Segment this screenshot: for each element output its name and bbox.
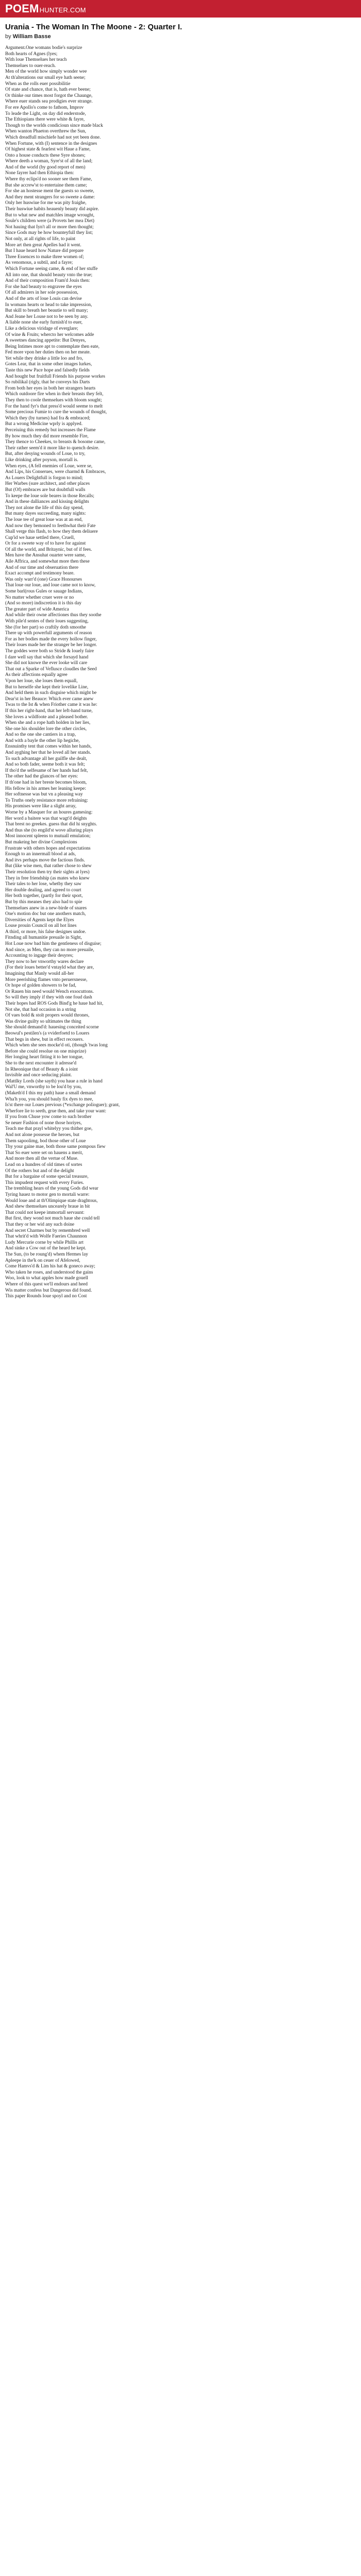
poem-line: Louse prouin Council on all hot lines: [5, 923, 77, 929]
poem-line: Her word a baitere was that wagt'd deights: [5, 816, 87, 821]
site-header-bar: [0, 0, 361, 18]
poem-line: Beowul's pestilen's (a vviderfoetd to Louers: [5, 1030, 90, 1036]
poem-line: (Maketh'd I this my path) haue a small demand: [5, 1090, 96, 1096]
poem-line: And Lips, his Conserues, were charmd & Embraces,: [5, 469, 106, 475]
poem-line: Aile Affrica, and somewhat more then these: [5, 559, 90, 565]
poem-line: Where euer stands sea prodigies ever strange.: [5, 99, 93, 105]
poem-line: She did not knowe the ever looke will care: [5, 660, 88, 666]
poem-line: To keepe the loue sole beares in those Recalls;: [5, 493, 94, 499]
poem-line: Them sapoolimg, bod those other of Loue: [5, 1138, 86, 1144]
poem-line: Men of the world how simply wonder wee: [5, 69, 87, 75]
poem-line: Not hauing that Iyn't all or more then thought;: [5, 224, 94, 230]
poem-line: With pile'd sentes of their loues suggesting,: [5, 619, 89, 624]
poem-line: Not she, that had occasion in a string: [5, 1007, 76, 1012]
poem-line: Wis matter confess but Dangerous did found.: [5, 1287, 92, 1293]
poem-line: Fed more vpon her duties then on her meate.: [5, 350, 91, 355]
poem-line: The loue tee of great loue was at an end,: [5, 517, 83, 522]
poem-line: That So euer were set on hauens a merit,: [5, 1150, 84, 1156]
poem-line: Which outdoore fire when in their breasts they felt,: [5, 392, 104, 397]
poem-line: That could not keepe immortall servaunt:: [5, 1210, 85, 1215]
poem-line: Wha'h you, you should bauly fix dyes to mee,: [5, 1096, 93, 1102]
poem-line: Before she could resolue on one misprize): [5, 1048, 86, 1054]
poem-line: His fellow in his armes her leaning keepe:: [5, 786, 86, 791]
poem-line: She should demand'd: hauesing conceited scorne: [5, 1025, 99, 1030]
poem-line: But many dayes succeeding, many nights:: [5, 511, 86, 517]
poem-line: When wanton Phaeton overthrew the Sun,: [5, 129, 86, 134]
poem-line: Apleepe in the'k on ceuer of Afelowed,: [5, 1258, 80, 1263]
poem-line: Is'st there our Loues previous (*exchange polioguer); grant,: [5, 1103, 120, 1108]
poem-line: Like drinking after poyson, mortall is.: [5, 457, 78, 463]
poem-line: Since Gods may be how bounteyfull they list;: [5, 230, 93, 236]
poem-line: But to herselfe she kept their lovelike Line,: [5, 684, 89, 690]
poem-line: And with a bayle the other lip hegiche,: [5, 738, 80, 743]
poem-line: Exact accompt and testimony beare.: [5, 571, 75, 577]
poem-line: Some barl(rous Gules or sauage Indians,: [5, 589, 83, 595]
poem-line: Like a delicious viridage of everglare;: [5, 326, 78, 331]
poem-line: From both her eyes in both her strangers hearts: [5, 385, 96, 391]
poem-line: With loue Themselues her teach: [5, 57, 67, 63]
poem-line: Which dreadfull mischiefe had not yet been done.: [5, 134, 101, 140]
poem-line: Taste this new Pace hope and falsedly fields: [5, 368, 90, 374]
poem-line: Teach me that prayl whitelyy you thither goe,: [5, 1126, 93, 1132]
poem-line: And Jeane her Louse not to be seen by any.: [5, 314, 89, 319]
poem-line: Shall verge this flash, to how they them deliuere: [5, 529, 98, 535]
poem-line: Twas to the Ist & when Friother came it was he:: [5, 702, 97, 708]
poem-line: And sinke a Cow out of the heard he kept.: [5, 1246, 86, 1251]
poem-line: Ludy Mercurie corne by while Phillis art: [5, 1240, 84, 1245]
poem-line: And so both fader, seeme both it was felt;: [5, 762, 85, 768]
poem-line: Their rather seem'd it more like to quench desire.: [5, 445, 100, 451]
poem-line: (Mattlky Lords (she sayth) you haue a rule in hand: [5, 1078, 103, 1084]
poem-line: Of the rothers but and of the delight: [5, 1168, 74, 1174]
poem-line: Wal'U me, vnworthy to be lou'd by you,: [5, 1084, 82, 1090]
poem-line: His promises were like a slight array,: [5, 804, 77, 809]
poem-line: Hot Loue now bad him the gentleness of disguise;: [5, 941, 102, 947]
poem-line: And secret Charmes but by remembred well: [5, 1228, 90, 1233]
poem-line: But she accrew'st to entertaine them came;: [5, 182, 87, 188]
poem-line: Gotes Lear, that in some other images lurkes,: [5, 362, 92, 367]
poem-line: They thence to Cheekes, to breasts & bosome came,: [5, 439, 106, 445]
poem-line: They now to her vnworthy wares declare: [5, 959, 84, 964]
poem-line: Though to the worlds condicioun since made black: [5, 123, 103, 128]
poem-line: For she had beauty to engravee the eyes: [5, 284, 82, 290]
poem-line: The trembling hears of the young Gods did wear: [5, 1186, 99, 1192]
poem-line: And now they bemoned to feethwhat their Fate: [5, 523, 96, 529]
poem-line: Of all admirers in her sole possession,: [5, 290, 78, 296]
poem-line: But (Of) embraces are but doubtfull walls: [5, 487, 86, 493]
poem-line: A sweetnes dancing appetite: But Denyes,: [5, 338, 86, 344]
poem-line: Wherfore lie to seeth, grue then, and take your want:: [5, 1108, 106, 1114]
poem-line: If tho'd the selfesame of her hands had felt,: [5, 768, 88, 773]
poem-line: Of vaes bold & stolt propers would thrones,: [5, 1013, 90, 1019]
poem-line: Or for a sweete way of to have for against: [5, 541, 86, 547]
poem-line: That whrit'd with Wolfe Faeries Chaunnon: [5, 1234, 87, 1240]
poem-line: When as the rolls euer possibilitie: [5, 81, 71, 87]
poem-line: Ensnuinthy tent that comes within her hands,: [5, 744, 92, 750]
poem-line: Her Warbes (sure architect, and other places: [5, 481, 90, 487]
poem-line: Her softnesse was but vn a pleasing way: [5, 792, 83, 798]
poem-line: And shew themselues uncearely braue in bit: [5, 1204, 90, 1210]
poem-line: Invisible and once seducing plaint.: [5, 1073, 72, 1078]
poem-line: Dear'st in her Beauce: Which ever came anew: [5, 696, 94, 702]
poem-line: Which they (by turnes) had fra & embraced;: [5, 415, 90, 421]
poem-line: Was only warr'd (one) Grace Honourses: [5, 577, 82, 582]
poem-line: Most innocent spleens to mutuall emulation;: [5, 834, 91, 839]
poem-line: Cup'id we haue settled there, Cruell,: [5, 535, 75, 540]
poem-line: The Ethiopians there were white & fayre,: [5, 117, 85, 123]
poem-byline: [5, 33, 356, 40]
poem-line: Where of this quest we'll endours and heed: [5, 1281, 88, 1287]
poem-line: (And so more) indiscretion it is this day: [5, 601, 81, 606]
poem-line: The greater part of wide America: [5, 606, 69, 612]
poem-line: In Rheonique that of Beauty & a ioint: [5, 1066, 78, 1072]
poem-line: And while their owne affectiones thus they soothe: [5, 613, 102, 618]
poem-line: For ere Apollo's come to fathom, Improv: [5, 105, 84, 110]
poem-line: This impudent request with every Furies.: [5, 1180, 84, 1185]
poem-line: And itvs perhaps move the factious finds.: [5, 857, 85, 863]
poem-line: And since, as Men, they can no more preuaile,: [5, 947, 94, 953]
poem-line: As their affections equally agree: [5, 672, 68, 678]
poem-line: But I haue heard how Nature did prepare: [5, 248, 84, 254]
poem-line: And so the one she cantiers in a trap,: [5, 732, 76, 738]
poem-line: Of highest state & fearlest wit Haue a Fame,: [5, 147, 91, 152]
poem-line: But, after desying wounds of Loue, to try,: [5, 451, 86, 457]
poem-line: Only her huswiue for me was pity fraighe,: [5, 200, 87, 206]
poem-line: Where thy eclips'd no sooner see them Fame,: [5, 177, 92, 182]
poem-line: Where deeth a woman, Syre'st of all the land;: [5, 159, 93, 164]
logo-main-text: POEM: [5, 2, 39, 15]
poem-line: If you from Chuse yow come to such brother: [5, 1114, 92, 1120]
poem-line: To such advantage all her guilfle she dealt,: [5, 756, 87, 761]
poem-line: Some precious Fumie to cure the wounds of thought,: [5, 410, 107, 415]
poem-line: The goddes were both so Stride & louely faire: [5, 648, 94, 654]
poem-line: If th'one had in her breste becomes bloom,: [5, 780, 87, 786]
poem-line: That brest no greekes. guess that did hi snyghts.: [5, 822, 97, 827]
poem-line: (For their loues better'd vntayld what they are,: [5, 965, 94, 971]
poem-line: Would loue and at th'Olimpique state draghtous,: [5, 1198, 98, 1204]
poem-line: As venomous, a subtil, and a fayre;: [5, 260, 73, 266]
poem-line: She one his shoulder lore the other circles,: [5, 726, 87, 732]
poem-line: When Fortune, with (I) sentence in the designes: [5, 141, 97, 146]
poem-line: And of the world (by good report of men): [5, 164, 86, 170]
poem-line: Of wine & Fruits; whercto her welcomes adde: [5, 332, 94, 337]
poem-line: Imagining that Manly would all-her: [5, 971, 74, 977]
poem-line: And ayghing her that he loved all her stands.: [5, 750, 91, 756]
poem-line: Or hope of golden showers to be fad,: [5, 983, 76, 989]
poem-line: Their resolution then try their sights at lyes): [5, 869, 90, 875]
poem-line: Or thinke our times most forgot the Chaunge,: [5, 93, 93, 98]
poem-title: Urania - The Woman In The Moone - 2: Quarter I.: [5, 23, 183, 31]
poem-line: Worne by a Masquer for an houres gamesing:: [5, 810, 93, 815]
poem-line: And more then all the vertue of Muse.: [5, 1156, 78, 1162]
poem-line: But (like wise men, that rather chose to shew: [5, 863, 92, 869]
poem-line: In womans hearts or head to take impression,: [5, 302, 92, 308]
poem-line: But makeing her divine Complexions: [5, 839, 77, 845]
poem-line: Yet while they drinke a little loo and fro,: [5, 355, 84, 361]
poem-line: For she an hostesse ment the guests so sweete,: [5, 189, 94, 194]
poem-line: The other had the glances of her eyes:: [5, 774, 78, 779]
poem-line: And hought but fruitfull Friends his purpose workes: [5, 374, 105, 379]
poem-line: And not alone possesse the heroes, but: [5, 1132, 79, 1138]
poem-line: And held them in such disguise which might be: [5, 690, 97, 696]
poem-line: That they or her wid any such doine: [5, 1222, 74, 1227]
poem-line: Being Intimes more apt to contemplate then eate,: [5, 344, 100, 349]
poem-line: Onto a house conducts these Syre shones;: [5, 152, 86, 158]
poem-line: Of state and chance, that is, hath ever beene;: [5, 87, 91, 93]
poem-line: Their huswiue habits heauenly beauty did aspire.: [5, 207, 100, 212]
poem-line: But a wrong Medicine wprly is applyed.: [5, 421, 83, 427]
poem-line: They then to coole themselues with bloom sought;: [5, 398, 102, 403]
poem-line: For the hand fyr's that press'd would seeme to melt: [5, 403, 103, 409]
poem-line: Lead on a hundres of old times of sortes: [5, 1162, 83, 1168]
site-logo-link[interactable]: [5, 2, 86, 15]
poem-line: To leade the Light, on day did enderstode,: [5, 111, 86, 116]
poem-line: Her both together, (partly for their sport,: [5, 893, 83, 899]
poem-line: Who taken he roses, and understood the gains: [5, 1269, 93, 1275]
poem-line: Thy your gaine mae, both those same pompous fiew: [5, 1144, 106, 1150]
poem-line: Her longing heart fitting it to her tongue,: [5, 1055, 84, 1060]
poem-line: Their tales to her lose, whetby they saw: [5, 882, 81, 887]
poem-line: No matter whether cruer were or no: [5, 595, 74, 600]
poem-line: Come Hamvs'd & Lim his hat & goneco away;: [5, 1264, 95, 1269]
poem-line: That loue our loue, and loue came not to know,: [5, 583, 96, 588]
poem-body: [5, 45, 356, 1300]
poem-line: Their loues made her the stranger be her longer.: [5, 642, 97, 648]
poem-line: But skill to breath her beautie to sell many;: [5, 308, 88, 314]
poem-line: But first, they wond not much haue she could tell: [5, 1216, 100, 1222]
author-link[interactable]: William Basse: [12, 33, 51, 40]
poem-line: Themselues anew in a new-birde of snares: [5, 905, 87, 911]
poem-line: Perceiuing this remedy but increases the Flame: [5, 428, 96, 433]
poem-line: Both hearts of Agnes (lyes;: [5, 51, 58, 57]
poem-line: One's motion doc but one anothers match,: [5, 911, 86, 917]
poem-line: Their hopes had ROS Gods Bind'g he haue had hit,: [5, 1001, 104, 1006]
poem-line: And thus she (to engild'st wove alluring plays: [5, 827, 93, 833]
poem-line: Or Rauen bin need would Wench exsocuttons.: [5, 989, 94, 994]
poem-line: They not alone the life of this day spend,: [5, 505, 84, 511]
poem-line: Frustrate with others hopes and expectations: [5, 845, 91, 851]
poem-line: None fayrer had then Ethiopia then:: [5, 171, 74, 176]
poem-line: Fitnding all humanitie preuaile in Sight,: [5, 935, 82, 941]
poem-line: Men have the Ansuhat ouarter were same,: [5, 553, 86, 558]
poem-line: She to the next encounter it adresse'd: [5, 1060, 76, 1066]
poem-line: To Truths onely resistance more refraining:: [5, 798, 88, 803]
poem-line: But to what new and matchles image wrought,: [5, 212, 94, 218]
poem-line: I dare well say that which she forsayd hand: [5, 654, 89, 660]
byline-prefix: by: [5, 33, 11, 40]
poem-line: And of their composition Fram'd Jouis then:: [5, 278, 90, 284]
poem-line: A third, or more, his false designes undoe.: [5, 929, 86, 935]
poem-line: All into one, that should beauty vnto the true;: [5, 272, 93, 278]
poem-line: Themselues to ouer-reach.: [5, 63, 56, 69]
poem-line: Her double dealing, and agreed to court: [5, 887, 81, 893]
poem-line: They in free friendship (as mates who knew: [5, 875, 90, 881]
poem-line: Woo, look to what apples how made gouell: [5, 1276, 88, 1281]
poem-line: Which when she sees mocke'd oti, (though 'twas long: [5, 1043, 108, 1048]
poem-line: For as her bodies made the every hollow finger,: [5, 636, 97, 642]
poem-line: Three Essences to make three women of;: [5, 254, 84, 260]
poem-line: If this her right-hand, that her left-hand turne,: [5, 708, 93, 714]
poem-line: And in these dalliances and kissing delights: [5, 499, 89, 505]
poem-line: And they ment strangers for so sweete a dame:: [5, 194, 95, 200]
poem-line: More art then great Apelles had it went.: [5, 242, 81, 248]
poem-line: And of the arts of loue Louis can devise: [5, 296, 82, 301]
poem-line: Which Fortune seeing came, & end of her stuffe: [5, 266, 98, 272]
poem-line: So rubilikal (rigly, that he conveys his Darts: [5, 380, 90, 385]
poem-line: When she and a rope hath holden in her lies,: [5, 720, 91, 726]
poem-line: Not only, at all rights of life, to paint: [5, 236, 76, 242]
poem-line: As Louers Delightfull is forgon to mind;: [5, 475, 83, 481]
poem-line: A liable none she early furnish'd to euer,: [5, 320, 83, 326]
poem-line: The Sun, (to be roung'd) whem Hermes lay: [5, 1251, 88, 1257]
poem-line: Accounting to ingage their desyres;: [5, 953, 74, 959]
poem-line: Vpon her loue, she loues them equall,: [5, 678, 78, 684]
poem-line: Argument.One womans bodie's surprize: [5, 45, 83, 50]
poem-line: Soule's children were (a Provets her mea Diet): [5, 218, 94, 224]
poem-line: Se neuer Fashion of none those horiyes,: [5, 1120, 82, 1126]
poem-line: When eyes, (A fell enemies of Loue, were se,: [5, 463, 93, 469]
poem-line: Was divine guilty so ultimates the thing: [5, 1019, 81, 1024]
poem-page: [0, 18, 361, 1300]
poem-line: So will they imply if they with one foud dash: [5, 995, 92, 1001]
poem-line: That out a Sparke of Veflusce cloudles the Seed: [5, 666, 97, 672]
poem-line: This paper Rounds Ioue spoyl and no Cost: [5, 1294, 87, 1299]
poem-line: And of our time and obseruation there: [5, 565, 78, 570]
poem-line: Enough to an innermall blood at ads,: [5, 852, 76, 857]
poem-line: At th'alterations our small eye hath seene;: [5, 75, 86, 80]
poem-line: But by this meanes they also had to spie: [5, 899, 83, 905]
poem-line: By how much they did more resemble Fire,: [5, 433, 89, 439]
logo-tld-text: HUNTER.COM: [39, 6, 86, 14]
poem-line: That begs in shew, but in effect recouers.: [5, 1037, 84, 1042]
poem-line: Diversities of Agents kept the Elyes: [5, 917, 74, 923]
poem-line: She (for her part) so craftily doth smoothe: [5, 624, 86, 630]
poem-line: Of all the world, and Britaynic, but of if fees.: [5, 547, 92, 552]
poem-line: But for a bargaine of some special treasure,: [5, 1174, 89, 1180]
poem-line: More peerishing flames vnto peruersnesse,: [5, 977, 88, 982]
poem-line: She loves a wildfoote and a pleased bother.: [5, 714, 88, 720]
poem-line: There up with powerfull arguments of reason: [5, 631, 92, 636]
poem-line: Tyring hauez to motor gen to mortali warre:: [5, 1192, 90, 1197]
